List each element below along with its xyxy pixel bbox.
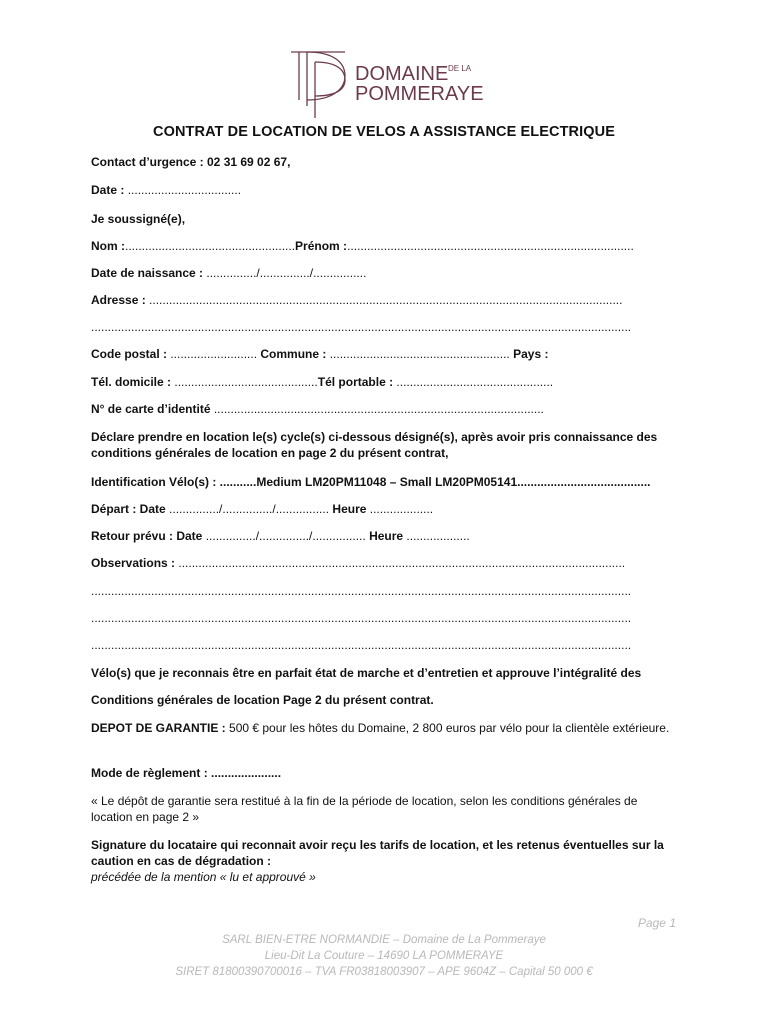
- velo-field[interactable]: ...........Medium LM20PM11048 – Small LM20PM05141........................................: [219, 475, 651, 489]
- contract-title: CONTRAT DE LOCATION DE VELOS A ASSISTANCE ELECTRIQUE: [153, 124, 615, 140]
- conditions-line: Conditions générales de location Page 2 du présent contrat.: [91, 693, 434, 707]
- logo-line1: DOMAINE: [355, 63, 449, 85]
- depart-date-field[interactable]: .............../.............../................: [169, 502, 333, 516]
- logo-small: DE LA: [448, 64, 472, 73]
- depot-label: DEPOT DE GARANTIE :: [91, 721, 230, 735]
- date-label: Date :: [91, 183, 128, 197]
- retour-label: Retour prévu : Date: [91, 529, 206, 543]
- depot-paragraph: [91, 720, 679, 736]
- soussigne-line: Je soussigné(e),: [91, 212, 186, 226]
- telport-label: Tél portable :: [317, 375, 397, 389]
- declare-paragraph: Déclare prendre en location le(s) cycle(s) ci-dessous désigné(s), après avoir pris connaissance des conditions générales de location en page 2 du présent contrat,: [91, 430, 658, 460]
- phone-line: [91, 375, 676, 389]
- address-line: [91, 293, 676, 307]
- retour-date-field[interactable]: .............../.............../................: [205, 529, 370, 543]
- prenom-label: Prénom :: [295, 239, 348, 253]
- date-field[interactable]: ..................................: [127, 183, 242, 197]
- pays-label: Pays :: [513, 347, 549, 361]
- observations-line: [91, 556, 676, 570]
- naissance-field[interactable]: .............../.............../................: [206, 266, 367, 280]
- postal-line: [91, 347, 676, 361]
- footer-line2: Lieu-Dit La Couture – 14690 LA POMMERAYE: [264, 950, 504, 962]
- footer-line3: SIRET 81800390700016 – TVA FR03818003907 – APE 9604Z – Capital 50 000 €: [175, 966, 593, 978]
- cp-field[interactable]: ..........................: [170, 347, 261, 361]
- reglement-line: [91, 766, 676, 780]
- id-card-line: [91, 402, 676, 416]
- depart-line: [91, 502, 676, 516]
- telport-field[interactable]: ...............................................: [396, 375, 554, 389]
- teldom-field[interactable]: ...........................................: [174, 375, 318, 389]
- velo-label: Identification Vélo(s) :: [91, 475, 220, 489]
- obs-field2[interactable]: ..................................................................................................................................................................: [91, 584, 632, 598]
- commune-label: Commune :: [260, 347, 330, 361]
- signature-paragraph: [91, 837, 679, 885]
- restitue-text: « Le dépôt de garantie sera restitué à la fin de la période de location, selon les conditions générales de location en page 2 »: [91, 794, 638, 824]
- commune-field[interactable]: ......................................................: [329, 347, 514, 361]
- restitue-paragraph: [91, 793, 679, 825]
- adresse-label: Adresse :: [91, 293, 150, 307]
- carte-field[interactable]: ...................................................................................................: [213, 402, 544, 416]
- date-line: [91, 183, 676, 197]
- naissance-label: Date de naissance :: [91, 266, 207, 280]
- nom-label: Nom :: [91, 239, 125, 253]
- depot-text: 500 € pour les hôtes du Domaine, 2 800 euros par vélo pour la clientèle extérieure.: [229, 721, 670, 735]
- adresse-field2[interactable]: ..................................................................................................................................................................: [91, 320, 632, 334]
- retour-line: [91, 529, 676, 543]
- heure-label: Heure: [332, 502, 370, 516]
- obs-field3[interactable]: ..................................................................................................................................................................: [91, 611, 632, 625]
- reglement-field[interactable]: .....................: [211, 766, 282, 780]
- retour-heure-field[interactable]: ...................: [406, 529, 470, 543]
- page-number: Page 1: [637, 916, 676, 930]
- adresse-field[interactable]: ..............................................................................................................................................: [149, 293, 623, 307]
- signature-text: Signature du locataire qui reconnait avoir reçu les tarifs de location, et les retenus éventuelles sur la caution en cas de dégradation :: [91, 838, 664, 868]
- obs-field[interactable]: ......................................................................................................................................: [178, 556, 626, 570]
- heure2-label: Heure: [369, 529, 407, 543]
- observations-line2: [91, 584, 676, 598]
- velo-line: [91, 475, 676, 489]
- observations-line4: [91, 638, 676, 652]
- birth-line: [91, 266, 676, 280]
- name-line: [91, 239, 676, 253]
- observations-line3: [91, 611, 676, 625]
- reconnais-line: Vélo(s) que je reconnais être en parfait état de marche et d’entretien et approuve l’intégralité des: [91, 666, 642, 680]
- address-line2: [91, 320, 676, 334]
- domaine-logo: [285, 44, 490, 118]
- footer-line1: SARL BIEN-ETRE NORMANDIE – Domaine de La Pommeraye: [222, 934, 546, 946]
- prenom-field[interactable]: ......................................................................................: [347, 239, 634, 253]
- carte-label: N° de carte d’identité: [91, 402, 214, 416]
- reglement-label: Mode de règlement :: [91, 766, 212, 780]
- mention-text: précédée de la mention « lu et approuvé »: [91, 870, 316, 884]
- depart-heure-field[interactable]: ...................: [369, 502, 434, 516]
- obs-field4[interactable]: ..................................................................................................................................................................: [91, 638, 632, 652]
- depart-label: Départ : Date: [91, 502, 170, 516]
- contact-line: Contact d’urgence : 02 31 69 02 67,: [91, 155, 291, 169]
- nom-field[interactable]: ...................................................: [125, 239, 296, 253]
- teldom-label: Tél. domicile :: [91, 375, 175, 389]
- obs-label: Observations :: [91, 556, 179, 570]
- logo-line2: POMMERAYE: [355, 83, 484, 105]
- cp-label: Code postal :: [91, 347, 171, 361]
